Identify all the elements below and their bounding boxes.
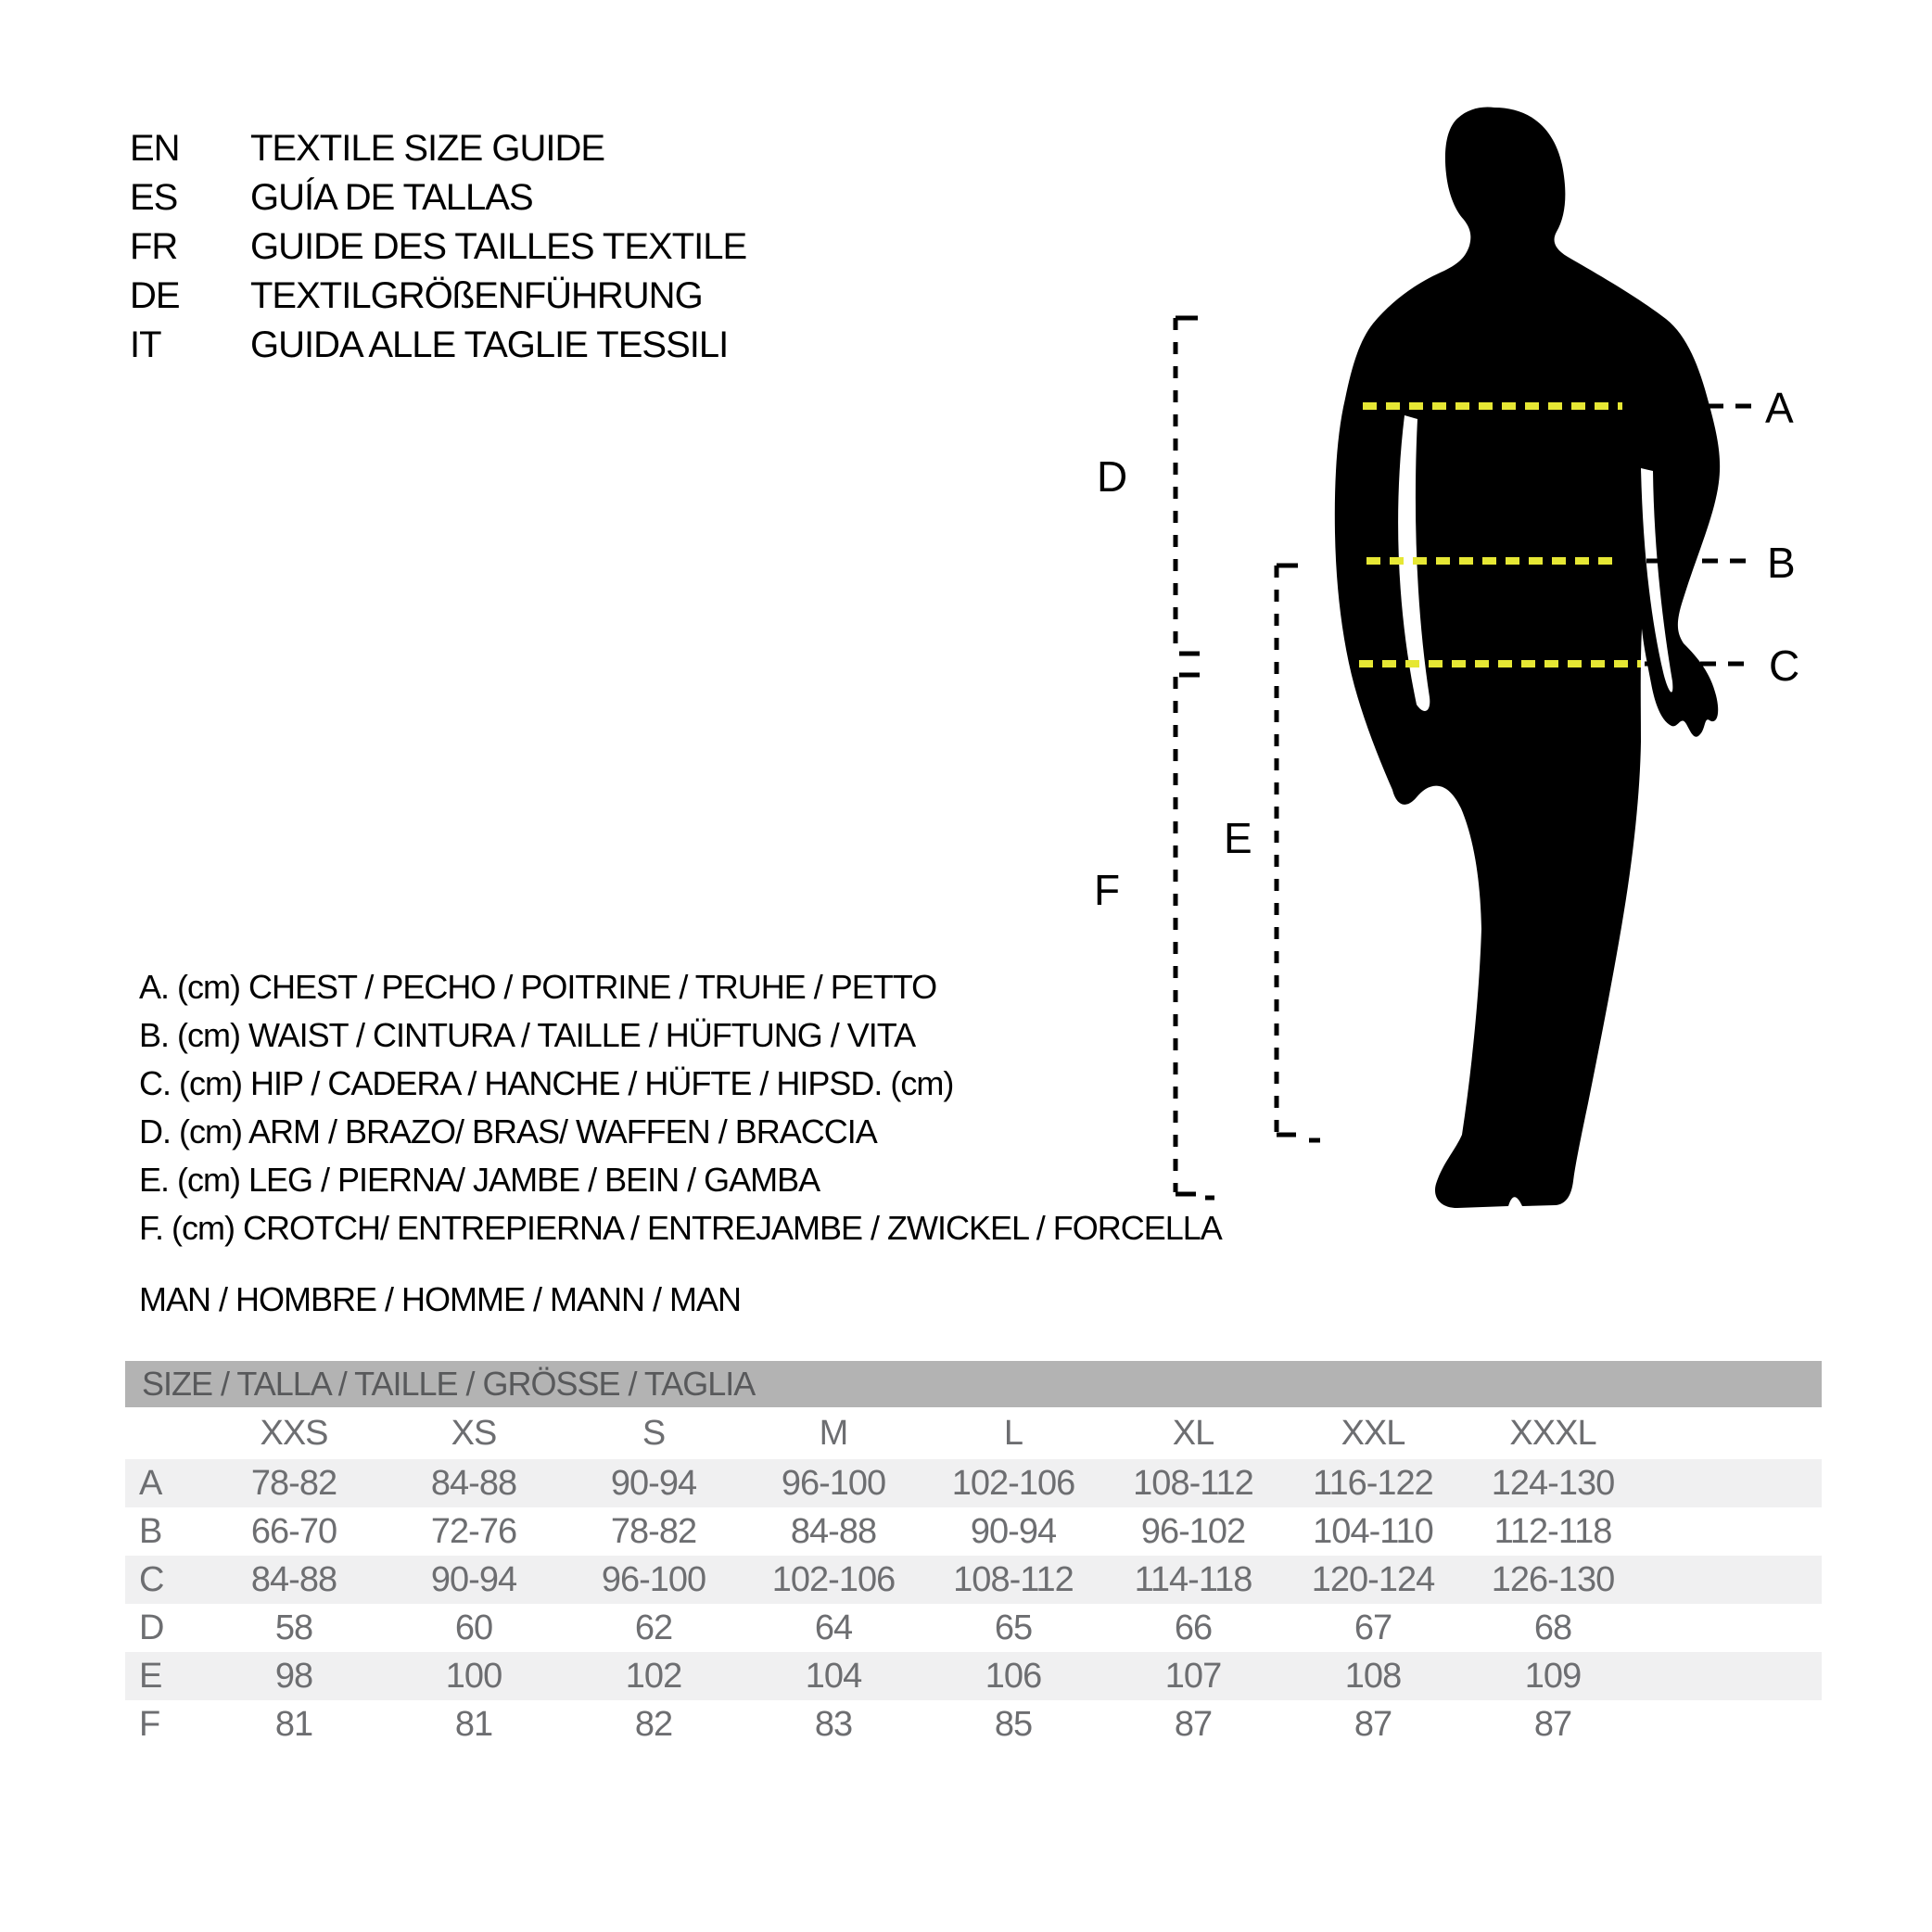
row-letter: E xyxy=(139,1656,162,1696)
size-column-header: XXXL xyxy=(1509,1413,1596,1453)
table-cell: 85 xyxy=(994,1704,1033,1744)
table-cell: 109 xyxy=(1524,1656,1582,1696)
table-cell: 62 xyxy=(634,1608,673,1647)
table-cell: 108-112 xyxy=(1133,1463,1253,1503)
table-cell: 120-124 xyxy=(1311,1559,1435,1599)
table-cell: 87 xyxy=(1533,1704,1572,1744)
table-row xyxy=(125,1652,1822,1700)
language-code: ES xyxy=(130,177,178,218)
table-cell: 98 xyxy=(274,1656,313,1696)
table-cell: 58 xyxy=(274,1608,313,1647)
table-cell: 66-70 xyxy=(250,1511,337,1551)
table-cell: 84-88 xyxy=(790,1511,877,1551)
table-cell: 126-130 xyxy=(1491,1559,1615,1599)
label-f: F xyxy=(1094,866,1120,914)
language-title: GUÍA DE TALLAS xyxy=(250,177,533,218)
measurement-description: B. (cm) WAIST / CINTURA / TAILLE / HÜFTUNG / VITA xyxy=(139,1016,916,1054)
measurement-description: C. (cm) HIP / CADERA / HANCHE / HÜFTE / HIPSD. (cm) xyxy=(139,1064,954,1102)
label-d: D xyxy=(1097,452,1127,501)
table-cell: 116-122 xyxy=(1313,1463,1433,1503)
language-code: IT xyxy=(130,324,161,365)
table-cell: 106 xyxy=(985,1656,1042,1696)
table-row xyxy=(125,1700,1822,1748)
table-cell: 60 xyxy=(454,1608,493,1647)
table-cell: 104 xyxy=(805,1656,862,1696)
size-table-body xyxy=(125,1459,1822,1748)
measurement-description: A. (cm) CHEST / PECHO / POITRINE / TRUHE / PETTO xyxy=(139,968,937,1006)
table-row xyxy=(125,1459,1822,1507)
language-row xyxy=(130,222,746,272)
table-cell: 78-82 xyxy=(610,1511,697,1551)
size-column-header: XS xyxy=(451,1413,497,1453)
row-letter: A xyxy=(139,1463,162,1503)
size-table-corner-cell xyxy=(125,1407,204,1459)
table-cell: 84-88 xyxy=(250,1559,337,1599)
table-cell: 68 xyxy=(1533,1608,1572,1647)
language-title: TEXTILGRÖßENFÜHRUNG xyxy=(250,275,703,316)
table-cell: 78-82 xyxy=(250,1463,337,1503)
table-cell: 108 xyxy=(1344,1656,1402,1696)
row-letter: C xyxy=(139,1559,164,1599)
table-cell: 72-76 xyxy=(430,1511,517,1551)
row-letter: D xyxy=(139,1608,164,1647)
language-title: GUIDE DES TAILLES TEXTILE xyxy=(250,226,747,267)
table-cell: 66 xyxy=(1174,1608,1213,1647)
size-table xyxy=(125,1361,1822,1748)
row-letter: B xyxy=(139,1511,162,1551)
category-line: MAN / HOMBRE / HOMME / MANN / MAN xyxy=(139,1280,742,1318)
label-c: C xyxy=(1769,642,1799,690)
table-cell: 112-118 xyxy=(1493,1511,1612,1551)
size-column-header: XL xyxy=(1172,1413,1214,1453)
table-cell: 65 xyxy=(994,1608,1033,1647)
table-cell: 67 xyxy=(1354,1608,1392,1647)
table-row xyxy=(125,1604,1822,1652)
language-row xyxy=(130,124,746,173)
language-title: GUIDA ALLE TAGLIE TESSILI xyxy=(250,324,729,365)
measurement-description: E. (cm) LEG / PIERNA/ JAMBE / BEIN / GAMBA xyxy=(139,1161,820,1199)
table-cell: 102-106 xyxy=(771,1559,896,1599)
table-row xyxy=(125,1507,1822,1556)
label-a: A xyxy=(1765,384,1793,432)
table-cell: 100 xyxy=(445,1656,502,1696)
table-cell: 87 xyxy=(1174,1704,1213,1744)
table-cell: 124-130 xyxy=(1491,1463,1615,1503)
size-column-header: M xyxy=(819,1413,848,1453)
language-code: EN xyxy=(130,128,180,169)
table-cell: 87 xyxy=(1354,1704,1392,1744)
size-column-header: L xyxy=(1003,1413,1023,1453)
language-code: FR xyxy=(130,226,178,267)
measurement-description: F. (cm) CROTCH/ ENTREPIERNA / ENTREJAMBE / ZWICKEL / FORCELLA xyxy=(139,1209,1222,1247)
label-e: E xyxy=(1224,814,1252,862)
table-cell: 64 xyxy=(814,1608,853,1647)
table-cell: 102 xyxy=(625,1656,682,1696)
table-cell: 90-94 xyxy=(430,1559,517,1599)
table-cell: 84-88 xyxy=(430,1463,517,1503)
size-table-header: SIZE / TALLA / TAILLE / GRÖSSE / TAGLIA xyxy=(125,1361,1822,1407)
size-column-header: XXS xyxy=(260,1413,328,1453)
table-cell: 108-112 xyxy=(953,1559,1074,1599)
measurement-descriptions xyxy=(139,963,1222,1252)
language-title: TEXTILE SIZE GUIDE xyxy=(250,128,605,169)
table-cell: 81 xyxy=(454,1704,493,1744)
language-row xyxy=(130,321,746,370)
table-cell: 96-102 xyxy=(1140,1511,1246,1551)
table-cell: 114-118 xyxy=(1134,1559,1252,1599)
size-table-sizes-row xyxy=(125,1407,1822,1459)
row-letter: F xyxy=(139,1704,160,1744)
language-row xyxy=(130,272,746,321)
table-row xyxy=(125,1556,1822,1604)
label-b: B xyxy=(1767,539,1795,587)
table-cell: 83 xyxy=(814,1704,853,1744)
table-cell: 96-100 xyxy=(781,1463,886,1503)
table-cell: 81 xyxy=(274,1704,313,1744)
table-cell: 104-110 xyxy=(1313,1511,1433,1551)
table-cell: 90-94 xyxy=(970,1511,1057,1551)
table-cell: 102-106 xyxy=(951,1463,1075,1503)
table-cell: 90-94 xyxy=(610,1463,697,1503)
table-cell: 107 xyxy=(1164,1656,1222,1696)
size-column-header: XXL xyxy=(1341,1413,1405,1453)
size-column-header: S xyxy=(642,1413,666,1453)
language-title-block xyxy=(130,124,746,370)
language-code: DE xyxy=(130,275,180,316)
table-cell: 96-100 xyxy=(601,1559,706,1599)
table-cell: 82 xyxy=(634,1704,673,1744)
measurement-description: D. (cm) ARM / BRAZO/ BRAS/ WAFFEN / BRACCIA xyxy=(139,1112,877,1150)
language-row xyxy=(130,173,746,222)
